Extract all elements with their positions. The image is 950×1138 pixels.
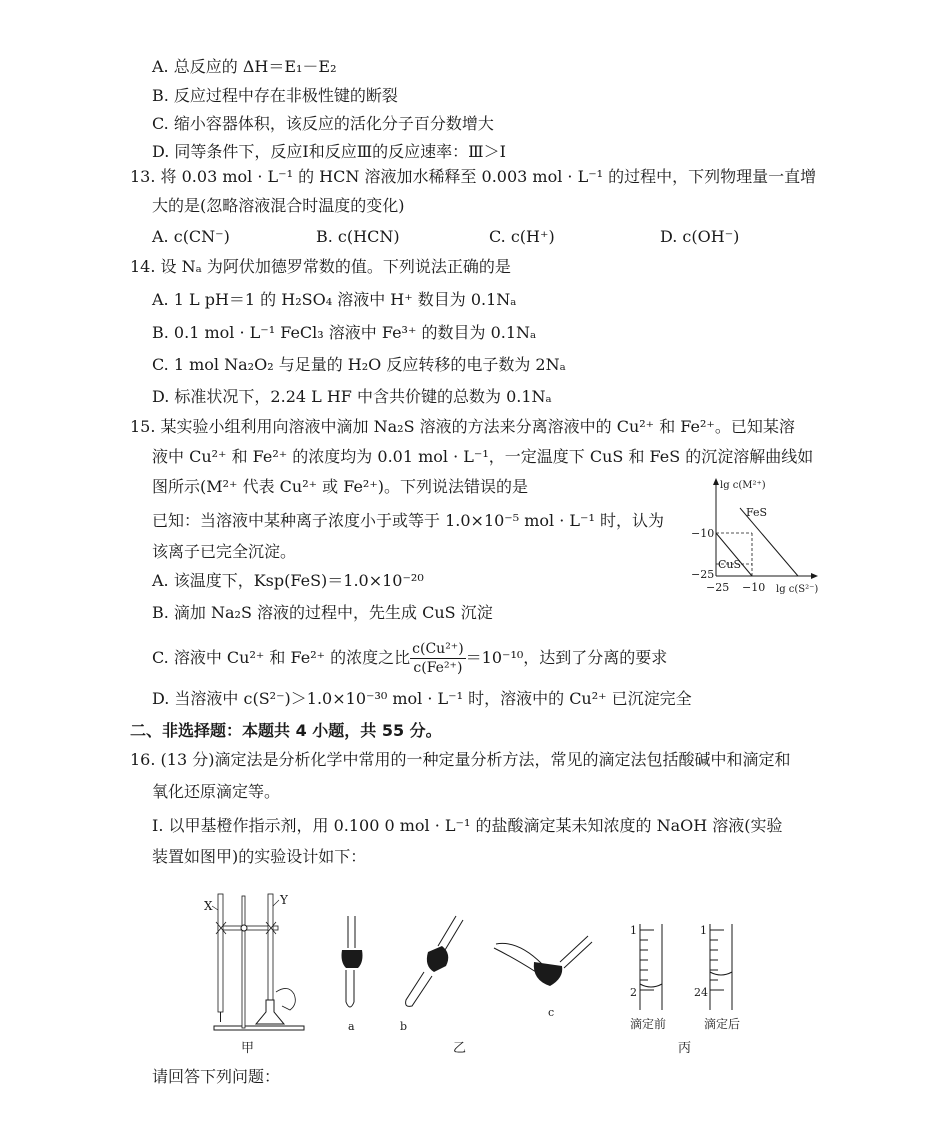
q14-stem: 14. 设 Nₐ 为阿伏加德罗常数的值。下列说法正确的是 — [130, 257, 511, 276]
q15-known-line1: 已知：当溶液中某种离子浓度小于或等于 1.0×10⁻⁵ mol · L⁻¹ 时，认为 — [152, 511, 664, 530]
q16-stem-line1: 16. (13 分)滴定法是分析化学中常用的一种定量分析方法，常见的滴定法包括酸碱中和滴定和 — [130, 750, 791, 769]
conical-flask — [256, 1000, 284, 1024]
q16-part1-line2: 装置如图甲)的实验设计如下： — [152, 847, 367, 866]
label-x: X — [204, 899, 213, 913]
answer-prompt: 请回答下列问题： — [152, 1067, 281, 1086]
q15-stem-line2: 液中 Cu²⁺ 和 Fe²⁺ 的浓度均为 0.01 mol · L⁻¹，一定温度下 CuS 和 FeS 的沉淀溶解曲线如 — [152, 447, 814, 466]
q15-stem-line3: 图所示(M²⁺ 代表 Cu²⁺ 或 Fe²⁺)。下列说法错误的是 — [152, 477, 529, 496]
label-c: c — [548, 1006, 555, 1019]
q13-option-b: B. c(HCN) — [316, 227, 400, 246]
label-after: 滴定后 — [704, 1017, 741, 1031]
tip-a — [342, 916, 363, 1007]
clamp-screw — [241, 925, 247, 931]
q12-option-a: A. 总反应的 ΔH＝E₁－E₂ — [152, 57, 337, 76]
titration-apparatus-figure — [196, 888, 308, 1046]
fraction-numerator: c(Cu²⁺) — [412, 641, 464, 657]
q14-option-d: D. 标准状况下，2.24 L HF 中含共价键的总数为 0.1Nₐ — [152, 387, 552, 406]
figure-bing-caption: 丙 — [678, 1041, 692, 1056]
x-axis-label: lg c(S²⁻) — [776, 584, 819, 595]
burette-before — [640, 924, 662, 1010]
burette-tips-figure — [318, 906, 608, 1036]
q14-option-c: C. 1 mol Na₂O₂ 与足量的 H₂O 反应转移的电子数为 2Nₐ — [152, 355, 566, 374]
label-before: 滴定前 — [630, 1017, 667, 1031]
tip-a-rubber — [342, 950, 363, 968]
scale-before-bottom: 2 — [630, 986, 637, 999]
y-tick-minus25: −25 — [691, 568, 715, 581]
q14-option-b: B. 0.1 mol · L⁻¹ FeCl₃ 溶液中 Fe³⁺ 的数目为 0.1Nₐ — [152, 323, 537, 342]
q15-option-c-suffix: ＝10⁻¹⁰，达到了分离的要求 — [465, 648, 668, 667]
tip-c-rubber — [534, 962, 562, 986]
y-axis-arrow — [713, 478, 719, 485]
q15-known-line2: 该离子已完全沉淀。 — [152, 542, 297, 561]
y-axis-label: lg c(M²⁺) — [720, 480, 766, 491]
q15-option-c-prefix: C. 溶液中 Cu²⁺ 和 Fe²⁺ 的浓度之比 — [152, 648, 411, 667]
concentration-fraction — [410, 640, 466, 677]
label-y-leader — [273, 900, 279, 906]
y-tick-minus10: −10 — [691, 527, 715, 540]
scale-before-top: 1 — [630, 924, 637, 937]
q15-option-c — [152, 640, 667, 677]
meniscus-after — [710, 972, 732, 975]
burette-x — [218, 894, 223, 1012]
q15-stem-line1: 15. 某实验小组利用向溶液中滴加 Na₂S 溶液的方法来分离溶液中的 Cu²⁺ 和 Fe²⁺。已知某溶 — [130, 417, 795, 436]
q12-option-c: C. 缩小容器体积，该反应的活化分子百分数增大 — [152, 114, 494, 133]
label-b: b — [400, 1020, 408, 1033]
tip-b-rubber — [427, 946, 448, 972]
tip-b-stem-right — [445, 920, 463, 950]
tip-b — [406, 916, 463, 1006]
q13-option-d: D. c(OH⁻) — [660, 227, 740, 246]
q16-stem-line2: 氧化还原滴定等。 — [152, 782, 281, 801]
q12-option-d: D. 同等条件下，反应Ⅰ和反应Ⅲ的反应速率：Ⅲ＞Ⅰ — [152, 142, 506, 161]
figure-jia-caption: 甲 — [241, 1041, 255, 1056]
q14-option-a: A. 1 L pH＝1 的 H₂SO₄ 溶液中 H⁺ 数目为 0.1Nₐ — [152, 290, 517, 309]
stand-rod — [242, 896, 245, 1028]
label-y: Y — [280, 893, 288, 907]
q13-stem-line1: 13. 将 0.03 mol · L⁻¹ 的 HCN 溶液加水稀释至 0.003 mol · L⁻¹ 的过程中，下列物理量一直增 — [130, 167, 817, 186]
tip-a-nozzle — [346, 970, 354, 1007]
q15-option-d: D. 当溶液中 c(S²⁻)＞1.0×10⁻³⁰ mol · L⁻¹ 时，溶液中的 Cu²⁺ 已沉淀完全 — [152, 689, 692, 708]
x-tick-minus10: −10 — [742, 581, 766, 594]
meniscus-before — [640, 984, 662, 987]
cus-label: CuS — [718, 558, 742, 571]
scale-after-top: 1 — [700, 924, 707, 937]
section-2-heading: 二、非选择题：本题共 4 小题，共 55 分。 — [130, 721, 442, 740]
q13-option-a: A. c(CN⁻) — [152, 227, 230, 246]
hand-sketch — [276, 988, 295, 1010]
q13-option-c: C. c(H⁺) — [489, 227, 555, 246]
fraction-denominator: c(Fe²⁺) — [413, 660, 463, 676]
q13-stem-line2: 大的是(忽略溶液混合时温度的变化) — [152, 196, 405, 215]
label-x-leader — [212, 906, 218, 910]
burette-reading-figure — [622, 920, 762, 1036]
figure-yi-caption: 乙 — [453, 1041, 467, 1056]
solubility-curve-graph — [680, 476, 830, 598]
tip-c — [494, 936, 592, 986]
label-a: a — [348, 1020, 355, 1033]
fes-label: FeS — [746, 506, 768, 519]
tip-b-nozzle — [406, 972, 432, 1006]
q16-part1-line1: Ⅰ. 以甲基橙作指示剂，用 0.100 0 mol · L⁻¹ 的盐酸滴定某未知浓度的 NaOH 溶液(实验 — [152, 816, 783, 835]
tip-c-lower — [494, 948, 536, 972]
scale-after-bottom: 24 — [694, 986, 708, 999]
burette-y — [268, 894, 273, 1006]
x-axis-arrow — [811, 573, 818, 579]
tip-b-stem — [438, 916, 456, 946]
tip-c-upper — [496, 943, 542, 964]
stand-base — [214, 1026, 304, 1030]
x-tick-minus25: −25 — [706, 581, 730, 594]
q12-option-b: B. 反应过程中存在非极性键的断裂 — [152, 86, 398, 105]
q15-option-b: B. 滴加 Na₂S 溶液的过程中，先生成 CuS 沉淀 — [152, 603, 493, 622]
q15-option-a: A. 该温度下，Ksp(FeS)＝1.0×10⁻²⁰ — [152, 571, 424, 590]
burette-after — [710, 924, 732, 1010]
